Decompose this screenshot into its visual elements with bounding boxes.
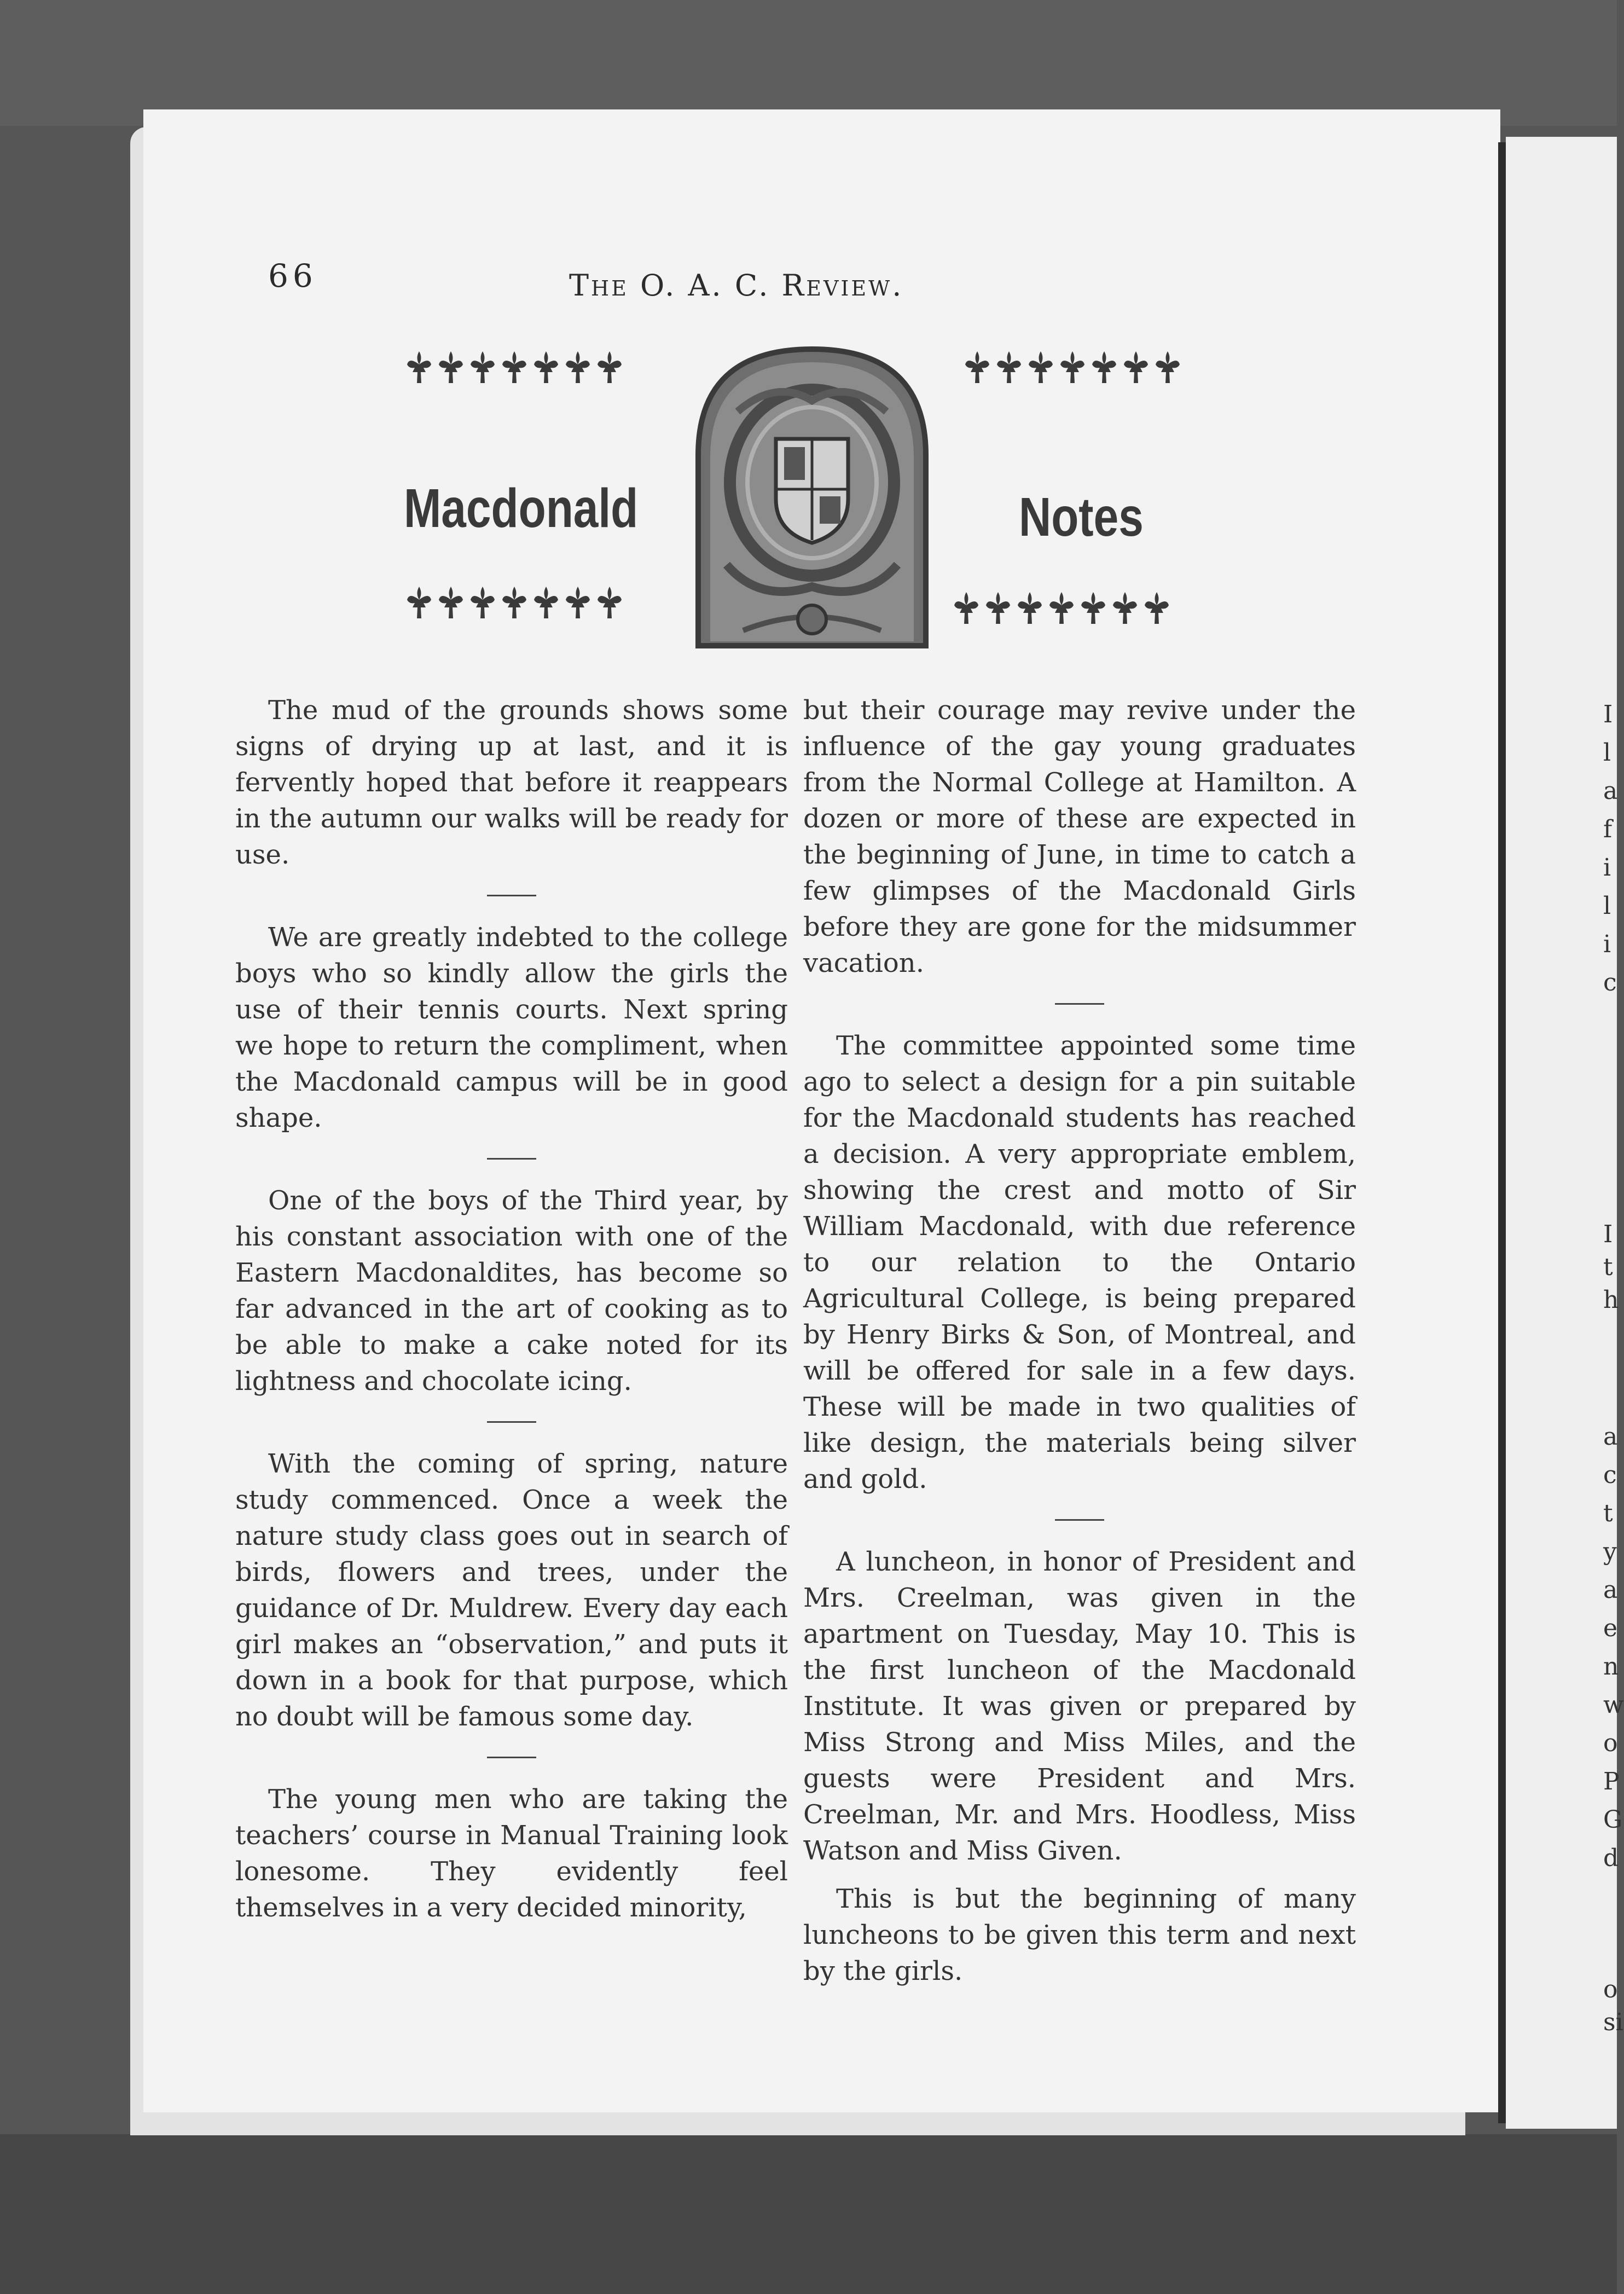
fleur-de-lis-icon [405, 586, 433, 619]
section-divider [487, 1158, 536, 1160]
facing-page-letter: a [1603, 1423, 1618, 1451]
fleur-de-lis-icon [532, 586, 560, 619]
facing-page-letter: I [1603, 1220, 1613, 1248]
facing-page-letter: l [1603, 892, 1611, 920]
fleur-de-lis-icon [564, 350, 592, 384]
facing-page-letter: a [1603, 777, 1618, 805]
facing-page-letter: a [1603, 1576, 1618, 1604]
paragraph-manual-training: The young men who are taking the teachers’ course in Manual Training look lonesome. They evidently feel themselves in a very decided minority, [235, 1784, 788, 1923]
fleur-de-lis-icon [984, 591, 1012, 625]
paragraph-nature-study: With the coming of spring, nature study commenced. Once a week the nature study class goes out in search of birds, flowers and trees, under the guidance of Dr. Muldrew. Every day each girl makes an “observation,” and puts it down in a book for that purpose, which no doubt will be famous some day. [235, 1449, 788, 1732]
facing-page-letter: t [1603, 1499, 1613, 1527]
fleur-de-lis-icon [963, 350, 991, 384]
backdrop-top [0, 0, 1617, 126]
ornament-row-top-right [963, 350, 1182, 389]
facing-page-letter: c [1603, 1461, 1617, 1489]
section-divider [1055, 1003, 1104, 1005]
fleur-de-lis-icon [1142, 591, 1171, 625]
facing-page-letter: h [1603, 1286, 1619, 1314]
facing-page-letter: y [1603, 1538, 1617, 1566]
facing-page-letter: l [1603, 739, 1611, 767]
facing-page-letter: I [1603, 700, 1613, 728]
macdonald-crest-icon [694, 346, 930, 646]
facing-page [1506, 137, 1617, 2129]
page-number: 66 [268, 257, 317, 294]
ornament-row-bottom-left [405, 586, 624, 624]
paragraph-continuation: but their courage may revive under the influence of the gay young graduates from the Normal College at Hamilton. A dozen or more of these are expected in the beginning of June, in time to catch a few glimpses of the Macdonald Girls before they are gone for the midsummer vacation. [803, 695, 1356, 978]
fleur-de-lis-icon [1090, 350, 1118, 384]
fleur-de-lis-icon [468, 586, 497, 619]
facing-page-letter: i [1603, 930, 1611, 958]
fleur-de-lis-icon [1016, 591, 1044, 625]
fleur-de-lis-icon [405, 350, 433, 384]
paragraph-pin-design: The committee appointed some time ago to select a design for a pin suitable for the Macdonald students has reached a decision. A very appropriate emblem, showing the crest and motto of Sir William Macdonald, with due reference to our relation to the Ontario Agricultural College, is being prepared by Henry Birks & Son, of Montreal, and will be offered for sale in a few days. These will be made in two qualities of like design, the materials being silver and gold. [803, 1030, 1356, 1494]
fleur-de-lis-icon [437, 350, 465, 384]
section-divider [487, 1757, 536, 1758]
section-divider [1055, 1519, 1104, 1521]
fleur-de-lis-icon [1079, 591, 1107, 625]
fleur-de-lis-icon [1047, 591, 1076, 625]
section-divider [487, 1421, 536, 1423]
running-title: The O. A. C. Review. [569, 268, 904, 303]
fleur-de-lis-icon [995, 350, 1023, 384]
paragraph-luncheons-closing: This is but the beginning of many luncheons to be given this term and next by the girls. [803, 1884, 1356, 1986]
facing-page-letter: t [1603, 1253, 1613, 1281]
facing-page-letter: si [1603, 2008, 1623, 2036]
facing-page-letter: o [1603, 1729, 1618, 1757]
fleur-de-lis-icon [1111, 591, 1139, 625]
facing-page-letter: e [1603, 1614, 1618, 1642]
section-divider [487, 895, 536, 896]
facing-page-letter: G [1603, 1806, 1623, 1834]
paragraph-tennis-courts: We are greatly indebted to the college boys who so kindly allow the girls the use of their tennis courts. Next spring we hope to return the compliment, when the Macdonald campus will be in good shape. [235, 922, 788, 1133]
fleur-de-lis-icon [500, 350, 529, 384]
section-banner [383, 345, 1258, 651]
facing-page-letter: i [1603, 854, 1611, 882]
fleur-de-lis-icon [1058, 350, 1087, 384]
ornament-row-top-left [405, 350, 624, 389]
banner-title-right: Notes [1019, 486, 1144, 548]
fleur-de-lis-icon [595, 586, 624, 619]
fleur-de-lis-icon [1026, 350, 1055, 384]
facing-page-letter: P [1603, 1768, 1620, 1795]
facing-page-letter: n [1603, 1653, 1619, 1681]
backdrop-bottom [0, 2134, 1617, 2294]
book-gutter [1498, 142, 1506, 2123]
fleur-de-lis-icon [1122, 350, 1150, 384]
paragraph-grounds: The mud of the grounds shows some signs of drying up at last, and it is fervently hoped that before it reappears in the autumn our walks will be ready for use. [235, 695, 788, 870]
paragraph-cake: One of the boys of the Third year, by his constant association with one of the Eastern Macdonaldites, has become so far advanced in the art of cooking as to be able to make a cake noted for its lightness and chocolate icing. [235, 1185, 788, 1397]
facing-page-letter: o [1603, 1976, 1618, 2003]
fleur-de-lis-icon [500, 586, 529, 619]
facing-page-letter: f [1603, 815, 1613, 843]
facing-page-letter: c [1603, 969, 1617, 997]
fleur-de-lis-icon [952, 591, 981, 625]
ornament-row-bottom-right [952, 591, 1171, 629]
fleur-de-lis-icon [437, 586, 465, 619]
left-column [235, 692, 788, 1926]
fleur-de-lis-icon [1153, 350, 1182, 384]
fleur-de-lis-icon [595, 350, 624, 384]
paragraph-luncheon: A luncheon, in honor of President and Mrs. Creelman, was given in the apartment on Tuesday, May 10. This is the first luncheon of the Macdonald Institute. It was given or prepared by Miss Strong and Miss Miles, and the guests were President and Mrs. Creelman, Mr. and Mrs. Hoodless, Miss Watson and Miss Given. [803, 1546, 1356, 1866]
fleur-de-lis-icon [468, 350, 497, 384]
fleur-de-lis-icon [564, 586, 592, 619]
fleur-de-lis-icon [532, 350, 560, 384]
facing-page-letter: d [1603, 1844, 1619, 1872]
banner-title-left: Macdonald [404, 478, 639, 539]
right-column [803, 692, 1356, 1989]
facing-page-letter: w [1603, 1691, 1624, 1719]
